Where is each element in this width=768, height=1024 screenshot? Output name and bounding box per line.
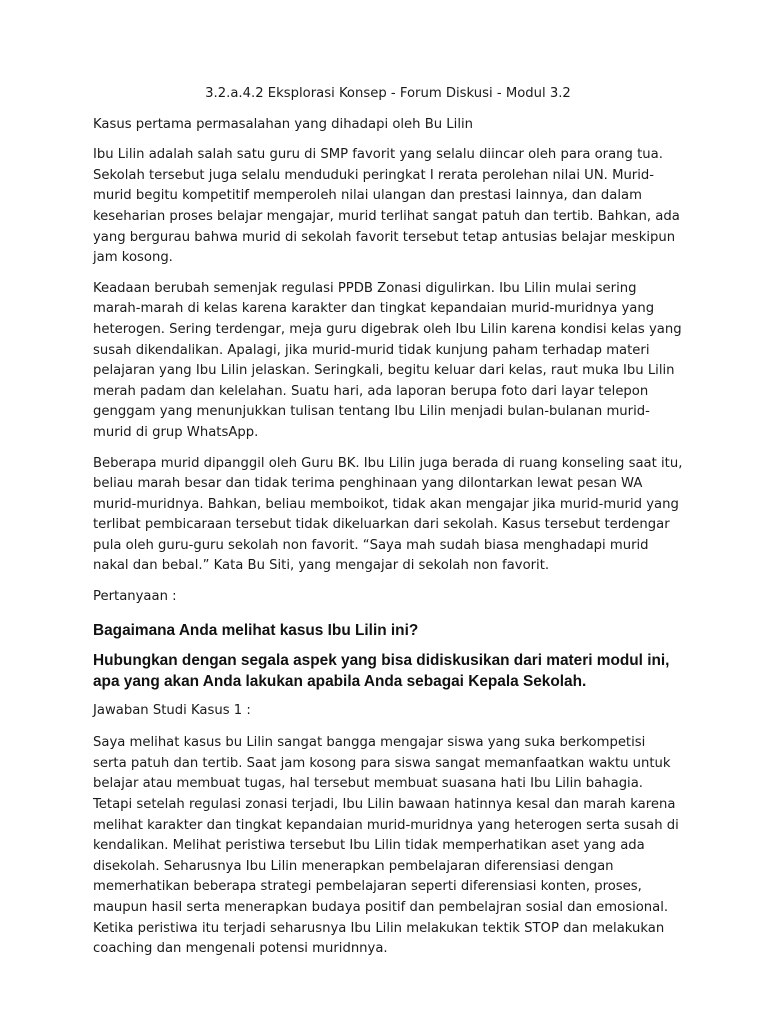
case-paragraph-3: Beberapa murid dipanggil oleh Guru BK. Ibu Lilin juga berada di ruang konseling saat itu, beliau marah besar dan tidak terima penghinaan yang dilontarkan lewat pesan WA murid-muridnya. Bahkan, beliau memboikot, tidak akan mengajar jika murid-murid yang terlibat pembicaraan tersebut tidak dikeluarkan dari sekolah. Kasus tersebut terdengar pula oleh guru-guru sekolah non favorit. “Saya mah sudah biasa menghadapi murid nakal dan bebal.” Kata Bu Siti, yang mengajar di sekolah non favorit. <box>93 455 683 574</box>
case-paragraph-1: Ibu Lilin adalah salah satu guru di SMP favorit yang selalu diincar oleh para orang tua. Sekolah tersebut juga selalu menduduki peringkat I rerata perolehan nilai UN. Murid-murid begitu kompetitif memperoleh nilai ulangan dan prestasi lainnya, dan dalam keseharian proses belajar mengajar, murid terlihat sangat patuh dan tertib. Bahkan, ada yang bergurau bahwa murid di sekolah favorit tersebut tetap antusias belajar meskipun jam kosong. <box>93 147 680 266</box>
document-content <box>93 84 683 970</box>
answer-label: Jawaban Studi Kasus 1 : <box>93 702 251 718</box>
answer-paragraph: Saya melihat kasus bu Lilin sangat bangga mengajar siswa yang suka berkompetisi serta patuh dan tertib. Saat jam kosong para siswa sangat memanfaatkan waktu untuk belajar atau membuat tugas, hal tersebut membuat suasana hati Ibu Lilin bahagia. Tetapi setelah regulasi zonasi terjadi, Ibu Lilin bawaan hatinnya kesal dan marah karena melihat karakter dan tingkat kepandaian murid-muridnya yang heterogen serta susah di kendalikan. Melihat peristiwa tersebut Ibu Lilin tidak memperhatikan aset yang ada disekolah. Seharusnya Ibu Lilin menerapkan pembelajaran diferensiasi dengan memerhatikan beberapa strategi pembelajaran seperti diferensiasi konten, proses, maupun hasil serta menerapkan budaya positif dan pembelajran sosial dan emosional. Ketika peristiwa itu terjadi seharusnya Ibu Lilin melakukan tektik STOP dan melakukan coaching dan mengenali potensi muridnnya. <box>93 735 679 957</box>
document-title: 3.2.a.4.2 Eksplorasi Konsep - Forum Diskusi - Modul 3.2 <box>205 86 571 101</box>
case-paragraph-2: Keadaan berubah semenjak regulasi PPDB Zonasi digulirkan. Ibu Lilin mulai sering marah-marah di kelas karena karakter dan tingkat kepandaian murid-muridnya yang heterogen. Sering terdengar, meja guru digebrak oleh Ibu Lilin karena kondisi kelas yang susah dikendalikan. Apalagi, jika murid-murid tidak kunjung paham terhadap materi pelajaran yang Ibu Lilin jelaskan. Seringkali, begitu keluar dari kelas, raut muka Ibu Lilin merah padam dan kelelahan. Suatu hari, ada laporan berupa foto dari layar telepon genggam yang menunjukkan tulisan tentang Ibu Lilin menjadi bulan-bulanan murid-murid di grup WhatsApp. <box>93 280 682 440</box>
questions-label: Pertanyaan : <box>93 589 177 605</box>
question-1: Bagaimana Anda melihat kasus Ibu Lilin ini? <box>93 621 419 639</box>
question-2: Hubungkan dengan segala aspek yang bisa didiskusikan dari materi modul ini, apa yang akan Anda lakukan apabila Anda sebagai Kepala Sekolah. <box>93 651 670 690</box>
case-heading: Kasus pertama permasalahan yang dihadapi oleh Bu Lilin <box>93 116 474 132</box>
